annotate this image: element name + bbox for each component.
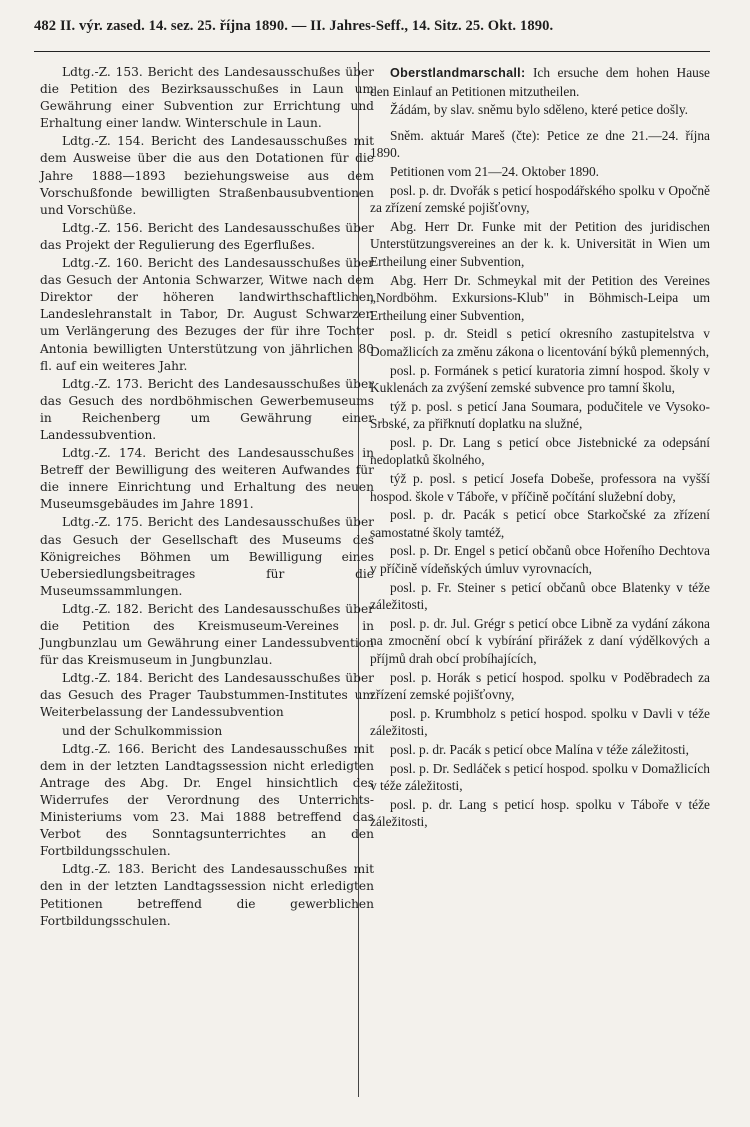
speaker-name: Sněm. aktuár Mareš bbox=[390, 127, 505, 143]
speaker-name: Oberstlandmarschall: bbox=[390, 66, 526, 80]
german-date-line: Petitionen vom 21—24. Oktober 1890. bbox=[390, 163, 600, 179]
left-paragraph: Ldtg.-Z. 154. Bericht des Landesausschußes mit dem Ausweise über die aus den Dotationen für die Jahre 1888—1893 beziehungsweise aus dem Vorschußfonde bewilligten Straßenbausubventionen und Vorschüße. bbox=[40, 134, 374, 217]
petition-item: posl. p. Krumbholz s peticí hospod. spolku v Davli v téže záležitosti, bbox=[370, 705, 710, 739]
petition-item: posl. p. dr. Pacák s peticí obce Starkočské za zřízení samostatné školy tamtéž, bbox=[370, 507, 710, 540]
left-paragraph: Ldtg.-Z. 182. Bericht des Landesausschußes über die Petition des Kreismuseum-Vereines in Jungbunzlau um Gewährung einer Landessubvention für das Kreismuseum in Jungbunzlau. bbox=[40, 601, 374, 668]
petition-item: posl. p. Dr. Sedláček s peticí hospod. spolku v Domažlicích v téže záležitosti, bbox=[370, 760, 710, 794]
petition-item: posl. p. Horák s peticí hospod. spolku v Poděbradech za zřízení zemské pojišťovny, bbox=[370, 669, 710, 703]
petition-item: posl. p. dr. Jul. Grégr s peticí obce Libně za vydání zákona na zmocnění obcí k vybírání přirážek z daní výdělkových a příjmů drah obcí probíhajících, bbox=[370, 615, 710, 666]
left-paragraph: Ldtg.-Z. 174. Bericht des Landesausschußes in Betreff der Bewilligung des weiteren Aufwandes für die innere Einrichtung und Erhaltung des neuen Museumsgebäudes im Jahre 1891. bbox=[40, 446, 374, 512]
petition-item: posl. p. Dr. Lang s peticí obce Jistebnické za odepsání nedoplatků školného, bbox=[370, 434, 710, 468]
left-paragraph: Ldtg.-Z. 166. Bericht des Landesausschußes mit dem in der letzten Landtagssession nicht erledigten Antrage des Abg. Dr. Engel hinsichtlich des Widerrufes der Verordnung des Unterrichts-Ministeriums vom 23. Mai 1888 betreffend das Verbot des Sonntagsunterrichtes an den Fortbildungsschulen. bbox=[40, 741, 374, 859]
petition-item: posl. p. dr. Steidl s peticí okresního zastupitelstva v Domažlicích za změnu zákona o licentování býků plemenných, bbox=[370, 326, 710, 359]
speaker-paragraph bbox=[370, 64, 710, 100]
petition-item: týž p. posl. s peticí Jana Soumara, podučitele ve Vysoko-Srbské, za přiřknutí doplatku na služné, bbox=[370, 398, 710, 432]
right-column bbox=[370, 64, 710, 1094]
speaker-text: (čte): Petice ze dne 21.—24. října 1890. bbox=[370, 127, 710, 161]
petition-item: posl. p. dr. Lang s peticí hosp. spolku v Táboře v téže záležitosti, bbox=[370, 796, 710, 830]
speaker-text: Ich ersuche dem hohen Hause den Einlauf an Petitionen mitzutheilen. bbox=[370, 65, 711, 99]
petition-item: Abg. Herr Dr. Schmeykal mit der Petition des Vereines „Nordböhm. Exkursions-Klub" in Böhmisch-Leipa um Ertheilung einer Subvention, bbox=[370, 272, 710, 323]
left-paragraph: Ldtg.-Z. 153. Bericht des Landesausschußes über die Petition des Bezirksausschußes in Laun um Gewährung einer Subvention zur Errichtung und Erhaltung einer landw. Winterschule in Laun. bbox=[40, 65, 374, 131]
header-rule bbox=[34, 51, 710, 52]
left-paragraph: und der Schulkommission bbox=[62, 723, 223, 738]
left-paragraph: Ldtg.-Z. 183. Bericht des Landesausschußes mit den in der letzten Landtagssession nicht erledigten Petitionen betreffend die gewerblichen Fortbildungsschulen. bbox=[40, 862, 374, 928]
left-paragraph: Ldtg.-Z. 160. Bericht des Landesausschußes über das Gesuch der Antonia Schwarzer, Witwe nach dem Direktor der höheren landwirthschaftlichen Landeslehranstalt in Tabor, Dr. August Schwarzer, um Verlängerung des Bezuges der für ihre Tochter Antonia bewilligten Unterstützung von jährlichen 80 fl. auf ein weiteres Jahr. bbox=[40, 256, 374, 373]
czech-translation: Žádám, by slav. sněmu bylo sděleno, které petice došly. bbox=[390, 102, 688, 118]
left-paragraph: Ldtg.-Z. 175. Bericht des Landesausschußes über das Gesuch der Gesellschaft des Museums des Königreiches Böhmen um Bewilligung eines Uebersiedlungsbeitrages für die Museumssammlungen. bbox=[40, 515, 374, 598]
left-paragraph: Ldtg.-Z. 173. Bericht des Landesausschußes über das Gesuch des nordböhmischen Gewerbemuseums in Reichenberg um Gewährung einer Landessubvention. bbox=[40, 376, 374, 442]
left-column bbox=[40, 64, 374, 1094]
left-paragraph: Ldtg.-Z. 156. Bericht des Landesausschußes über das Projekt der Regulierung des Egerflußes. bbox=[40, 220, 374, 252]
petition-item: posl. p. Fr. Steiner s peticí občanů obce Blatenky v téže záležitosti, bbox=[370, 579, 710, 613]
speaker-paragraph bbox=[370, 127, 710, 162]
page-header: 482 II. výr. zased. 14. sez. 25. října 1890. — II. Jahres-Seff., 14. Sitz. 25. Okt. 1890. bbox=[34, 18, 554, 34]
petition-item: posl. p. Dr. Engel s peticí občanů obce Hořeního Dechtova v příčině vídeňských úmluv vyrovnacích, bbox=[370, 543, 710, 577]
petition-item: posl. p. Formánek s peticí kuratoria zimní hospod. školy v Kuklenách za zvýšení zemské subvence pro tamní školu, bbox=[370, 362, 710, 396]
petition-item: týž p. posl. s peticí Josefa Dobeše, professora na vyšší hospod. škole v Táboře, v příčině počítání služební doby, bbox=[370, 471, 710, 504]
petition-item: Abg. Herr Dr. Funke mit der Petition des juridischen Unterstützungsvereines an der k. k. Universität in Wien um Ertheilung einer Subvention, bbox=[370, 218, 710, 269]
petition-item: posl. p. dr. Dvořák s peticí hospodářského spolku v Opočně za zřízení zemské pojišťovny, bbox=[370, 182, 710, 216]
petition-item: posl. p. dr. Pacák s peticí obce Malína v téže záležitosti, bbox=[390, 741, 689, 757]
left-paragraph: Ldtg.-Z. 184. Bericht des Landesausschußes über das Gesuch des Prager Taubstummen-Institutes um Weiterbelassung der Landessubvention bbox=[40, 671, 374, 720]
